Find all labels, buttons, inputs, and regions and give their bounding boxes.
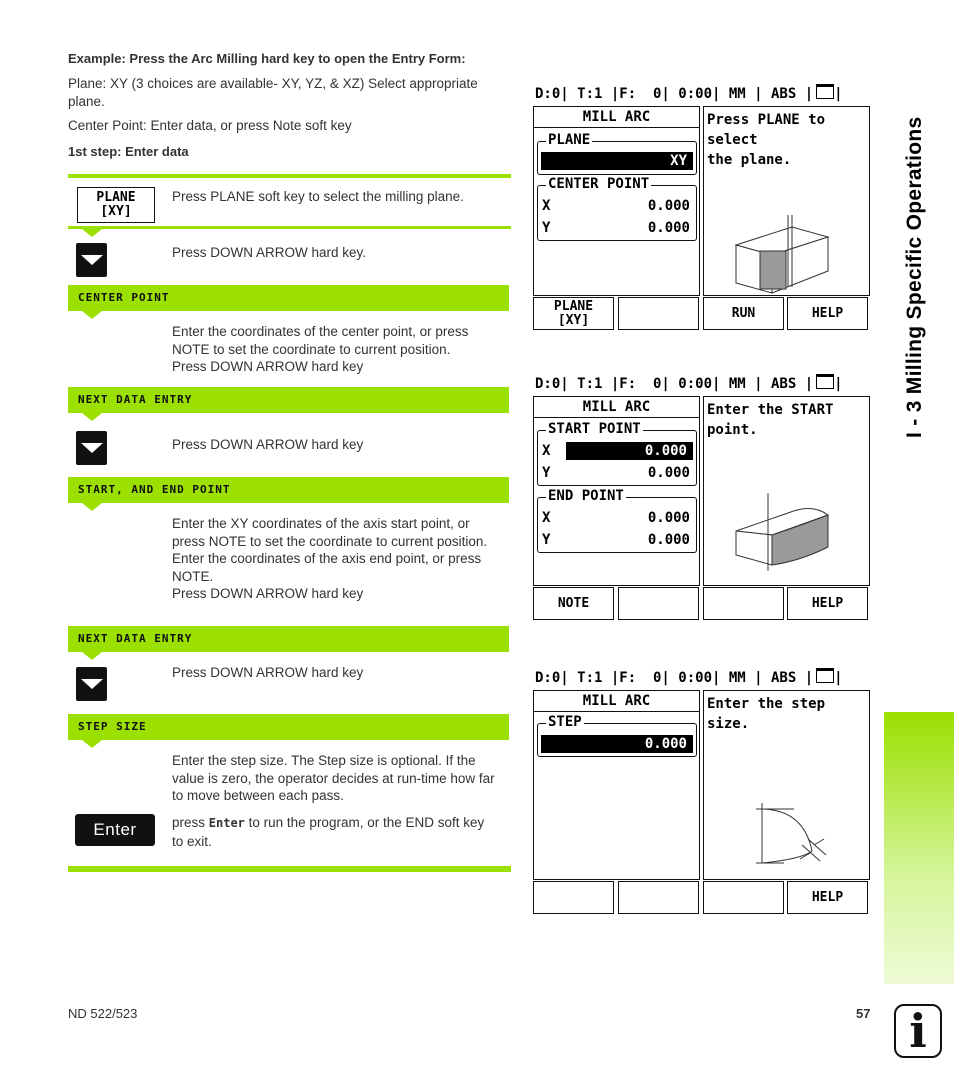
softkey-plane-line1: PLANE [553,299,594,314]
step-group [537,714,697,757]
y-label: Y [542,220,551,236]
x-label: X [542,443,551,459]
section-bar-next-data-entry [68,387,509,413]
section-bar-center-point [68,285,509,311]
enter-post: to run the program, or the END soft key [244,815,485,830]
enter-key-icon: Enter [75,814,155,846]
softkey-blank[interactable] [618,881,699,914]
status-text: D:0| T:1 |F: 0| 0:00| MM | ABS | [535,376,814,392]
enter-inline-key: Enter [208,816,245,830]
center-point-group [537,176,697,241]
softkey-blank[interactable] [533,881,614,914]
step-field[interactable]: 0.000 [541,735,693,753]
help-text: Enter the step size. [707,696,826,732]
se-line5: Press DOWN ARROW hard key [172,586,364,601]
center-instruction-line2: NOTE to set the coordinate to current position. [172,341,451,357]
window-icon [816,668,834,683]
start-y-field[interactable]: 0.000 [647,465,690,481]
plane-softkey-line2: [XY] [100,204,132,219]
help-pane [703,396,870,586]
start-x-field[interactable]: 0.000 [566,442,693,460]
plane-instruction: Press PLANE soft key to select the milling plane. [172,189,464,204]
center-point-legend: CENTER POINT [548,176,650,192]
status-line: D:0| T:1 |F: 0| 0:00| MM | ABS | | [535,86,843,102]
arc-start-end-diagram-icon [732,493,836,575]
enter-pre: press [172,815,209,830]
down-arrow-key-icon [76,667,107,701]
section-bar-label: CENTER POINT [78,291,170,304]
window-icon [816,374,834,389]
se-line1: Enter the XY coordinates of the axis start point, or [172,516,470,531]
pointer-icon [82,311,102,319]
status-text: D:0| T:1 |F: 0| 0:00| MM | ABS | [535,670,814,686]
help-line1: Press PLANE to select [707,112,826,148]
section-bar-label: STEP SIZE [78,720,147,733]
down-instruction-3: Press DOWN ARROW hard key [172,665,364,680]
center-instruction [172,323,468,376]
plane-softkey-line1: PLANE [96,190,136,205]
softkey-blank[interactable] [618,587,699,620]
softkey-help[interactable]: HELP [787,297,868,330]
x-label: X [542,198,551,214]
form-title: MILL ARC [534,107,699,128]
section-bar-label: NEXT DATA ENTRY [78,393,193,406]
section-bar-start-end-point [68,477,509,503]
step1-label: 1st step: Enter data [68,144,189,159]
help-line2: the plane. [707,152,792,168]
softkey-blank[interactable] [618,297,699,330]
start-point-legend: START POINT [548,421,641,437]
plane-legend: PLANE [548,132,591,148]
softkey-help[interactable]: HELP [787,881,868,914]
se-line3: Enter the coordinates of the axis end point, or press [172,551,482,566]
se-line2: press NOTE to set the coordinate to current position. [172,533,488,549]
down-arrow-key-icon [76,431,107,465]
footer-model: ND 522/523 [68,1006,138,1021]
step-legend: STEP [548,714,582,730]
status-line: D:0| T:1 |F: 0| 0:00| MM | ABS | | [535,376,843,392]
pointer-icon [82,229,102,237]
intro-plane-line1: Plane: XY (3 choices are available- XY, YZ, & XZ) Select appropriate [68,76,478,91]
section-bar-label: START, AND END POINT [78,483,231,496]
form-pane [533,396,700,586]
y-label: Y [542,532,551,548]
help-text [707,110,869,170]
page-number: 57 [856,1006,871,1021]
enter-instruction-line1 [172,814,484,833]
end-y-field[interactable]: 0.000 [647,532,690,548]
end-x-field[interactable]: 0.000 [647,510,690,526]
se-line4: NOTE. [172,568,214,584]
pointer-icon [82,740,102,748]
section-bar-step-size [68,714,509,740]
pointer-icon [82,413,102,421]
end-point-legend: END POINT [548,488,624,504]
chapter-side-title: I - 3 Milling Specific Operations [903,116,926,438]
intro-plane-line2: plane. [68,93,105,109]
start-point-group [537,421,697,486]
step-line2: value is zero, the operator decides at run-time how far [172,770,495,786]
pointer-icon [82,652,102,660]
step-size-instruction [172,752,495,805]
down-instruction-2: Press DOWN ARROW hard key [172,437,364,452]
info-icon [894,1004,942,1058]
softkey-note[interactable]: NOTE [533,587,614,620]
plane-softkey-icon [77,187,155,223]
down-arrow-key-icon [76,243,107,277]
down-instruction-1: Press DOWN ARROW hard key. [172,245,367,260]
softkey-plane[interactable] [533,297,614,330]
help-pane [703,690,870,880]
plane-group [537,132,697,175]
intro-plane [68,75,508,110]
step-size-diagram-icon [754,799,854,879]
dro-screen-plane [533,82,870,332]
softkey-help[interactable]: HELP [787,587,868,620]
section-bar-label: NEXT DATA ENTRY [78,632,193,645]
center-y-field[interactable]: 0.000 [647,220,690,236]
center-instruction-line3: Press DOWN ARROW hard key [172,359,364,374]
step-line3: to move between each pass. [172,788,344,803]
softkey-blank[interactable] [703,881,784,914]
center-x-field[interactable]: 0.000 [647,198,690,214]
center-instruction-line1: Enter the coordinates of the center point, or press [172,324,469,339]
enter-instruction-line2: to exit. [172,833,212,849]
enter-instruction [172,814,484,850]
plane-field[interactable]: XY [541,152,693,170]
status-line: D:0| T:1 |F: 0| 0:00| MM | ABS | | [535,670,843,686]
intro-center: Center Point: Enter data, or press Note soft key [68,118,352,133]
divider [68,226,511,229]
form-title: MILL ARC [534,397,699,418]
form-pane [533,106,700,296]
divider [68,174,511,178]
form-title: MILL ARC [534,691,699,712]
section-bar-next-data-entry [68,626,509,652]
y-label: Y [542,465,551,481]
divider [68,866,511,872]
help-text: Enter the START point. [707,402,834,438]
x-label: X [542,510,551,526]
arc-plane-diagram-icon [732,215,836,295]
end-point-group [537,488,697,553]
dro-screen-start-end [533,372,870,622]
softkey-plane-line2: [XY] [557,313,590,328]
window-icon [816,84,834,99]
softkey-run[interactable]: RUN [703,297,784,330]
dro-screen-step [533,666,870,916]
chapter-tab [884,712,954,984]
status-text: D:0| T:1 |F: 0| 0:00| MM | ABS | [535,86,814,102]
softkey-blank[interactable] [703,587,784,620]
form-pane [533,690,700,880]
step-line1: Enter the step size. The Step size is optional. If the [172,753,476,768]
start-end-instruction [172,515,487,603]
help-pane [703,106,870,296]
info-glyph: i [909,1004,927,1058]
page-heading: Example: Press the Arc Milling hard key to open the Entry Form: [68,51,466,66]
pointer-icon [82,503,102,511]
